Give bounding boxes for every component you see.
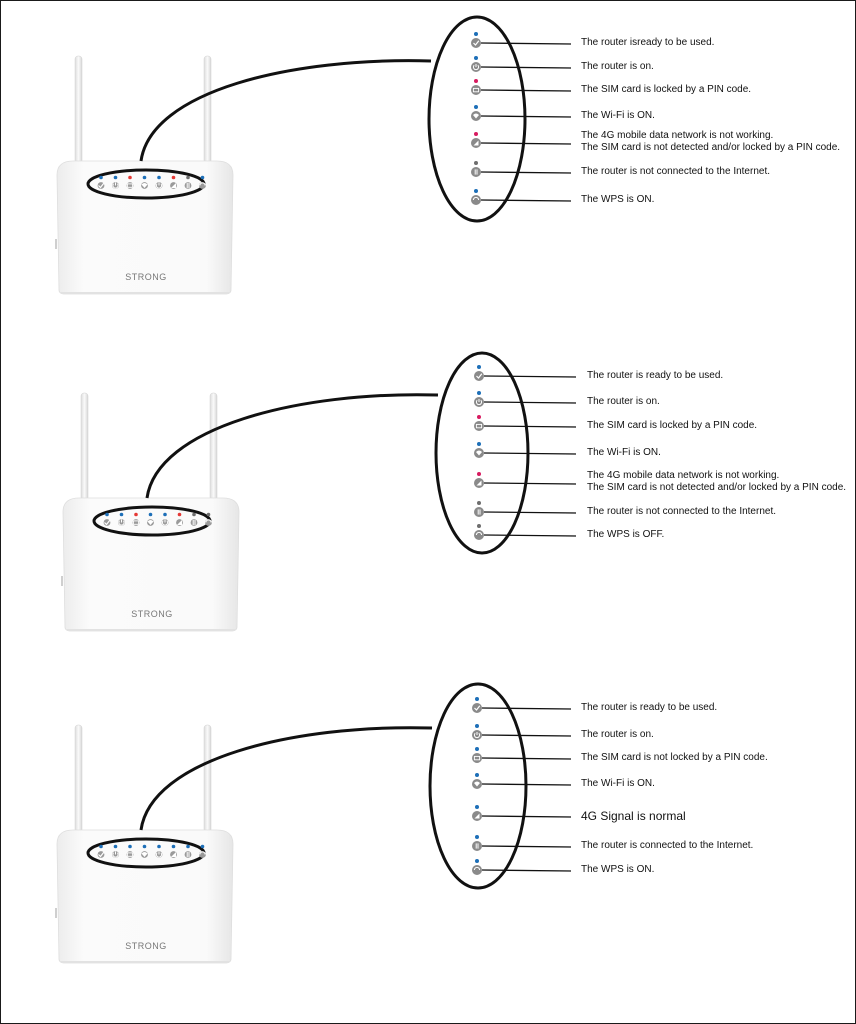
connector-curve [141, 728, 432, 830]
status-description [581, 840, 753, 852]
router-brand-text: STRONG [125, 272, 167, 282]
check-icon [471, 38, 481, 48]
router-led-dot [105, 513, 109, 517]
status-description-line: The router is ready to be used. [581, 702, 718, 713]
status-description [587, 420, 757, 432]
leader-line [481, 43, 571, 44]
status-description-line: The Wi-Fi is ON. [581, 110, 655, 121]
router-led-dot [178, 513, 182, 517]
sim-icon [471, 85, 481, 95]
legend-row [472, 859, 571, 875]
leader-line [482, 708, 571, 709]
antenna-left [75, 725, 82, 836]
status-description [587, 506, 776, 518]
panel-2 [61, 353, 576, 631]
check-icon [472, 703, 482, 713]
router-led-dot [172, 176, 176, 180]
router-base-shadow [61, 961, 229, 963]
router [61, 393, 239, 631]
status-led-dot [477, 501, 481, 505]
panel-1 [55, 17, 571, 294]
leader-line [482, 816, 571, 817]
router-led-dot [207, 513, 211, 517]
legend-row [474, 391, 576, 407]
router-side-port [55, 908, 57, 918]
status-description [581, 61, 654, 73]
status-description-line: The router is connected to the Internet. [581, 840, 754, 851]
status-description-line: The 4G mobile data network is not working. [581, 130, 774, 141]
status-led-dot [474, 161, 478, 165]
antenna-left [75, 56, 82, 167]
router-led-dot [114, 845, 118, 849]
leader-line [482, 758, 571, 759]
router-led-icon [185, 182, 192, 189]
router-side-port [55, 239, 57, 249]
leader-line [481, 90, 571, 91]
status-description-line: The SIM card is locked by a PIN code. [581, 84, 752, 95]
status-description-line: The WPS is OFF. [587, 529, 665, 540]
status-description-line: The router is on. [581, 61, 654, 72]
leader-line [481, 67, 571, 68]
internet-icon [471, 167, 481, 177]
status-description [581, 864, 654, 876]
leader-line [481, 172, 571, 173]
status-description-line: The WPS is ON. [581, 194, 655, 205]
status-description-line: The router is on. [587, 396, 660, 407]
status-led-dot [477, 365, 481, 369]
leader-line [484, 535, 576, 536]
legend-row [474, 365, 576, 381]
legend-row [472, 697, 571, 713]
status-description [581, 752, 768, 764]
legend-row [474, 524, 576, 540]
router [55, 56, 233, 294]
router-led-dot [99, 176, 103, 180]
status-description-line: The Wi-Fi is ON. [581, 778, 655, 789]
leader-line [481, 116, 571, 117]
status-led-dot [475, 773, 479, 777]
status-led-dot [477, 524, 481, 528]
router-led-dot [157, 176, 161, 180]
legend-row [471, 189, 571, 205]
antenna-right [204, 725, 211, 836]
status-description [587, 370, 723, 382]
status-description-line: The router is ready to be used. [587, 370, 724, 381]
status-description-line: The router isready to be used. [581, 37, 715, 48]
router-base-shadow [61, 292, 229, 294]
leader-line [484, 402, 576, 403]
leader-line [484, 512, 576, 513]
status-description-line: The router is on. [581, 729, 654, 740]
check-icon [474, 371, 484, 381]
status-description [587, 470, 846, 494]
status-led-dot [474, 132, 478, 136]
leader-line [484, 453, 576, 454]
status-description [587, 529, 664, 541]
legend-row [474, 501, 576, 517]
status-description [587, 447, 661, 459]
status-description-line: The SIM card is not detected and/or locked by a PIN code. [581, 142, 841, 153]
antenna-left [81, 393, 88, 504]
status-led-dot [475, 859, 479, 863]
status-description-line: The WPS is ON. [581, 864, 655, 875]
status-description-line: The SIM card is locked by a PIN code. [587, 420, 758, 431]
router-led-dot [143, 176, 147, 180]
status-description [581, 37, 714, 49]
status-description-line: The SIM card is not detected and/or locked by a PIN code. [587, 482, 847, 493]
router-led-dot [128, 176, 132, 180]
router-led-dot [120, 513, 124, 517]
status-description [587, 396, 660, 408]
internet-icon [474, 507, 484, 517]
wps-icon [471, 195, 481, 205]
legend-row [472, 805, 571, 821]
leader-line [484, 376, 576, 377]
status-description-line: The router is not connected to the Internet. [581, 166, 771, 177]
antenna-right [204, 56, 211, 167]
status-led-dot [475, 724, 479, 728]
status-description-line: The Wi-Fi is ON. [587, 447, 661, 458]
status-led-dot [474, 32, 478, 36]
status-description [581, 110, 655, 122]
leader-line [482, 870, 571, 871]
internet-icon [472, 841, 482, 851]
status-description [581, 166, 770, 178]
legend-row [471, 105, 571, 121]
leader-line [482, 784, 571, 785]
status-led-dot [474, 189, 478, 193]
sim-icon [474, 421, 484, 431]
status-led-dot [477, 442, 481, 446]
legend-row [471, 132, 571, 148]
panel-3 [55, 684, 571, 963]
leader-line [481, 143, 571, 144]
router-led-dot [128, 845, 132, 849]
router-brand-text: STRONG [125, 941, 167, 951]
status-description [581, 778, 655, 790]
wps-icon [474, 530, 484, 540]
router-side-port [61, 576, 63, 586]
status-led-dot [477, 472, 481, 476]
router-led-dot [163, 513, 167, 517]
router-led-dot [143, 845, 147, 849]
router-led-dot [149, 513, 153, 517]
status-led-dot [475, 747, 479, 751]
status-led-dot [474, 56, 478, 60]
legend-row [471, 32, 571, 48]
router-led-icon [185, 851, 192, 858]
status-led-dot [475, 835, 479, 839]
antenna-right [210, 393, 217, 504]
status-led-dot [477, 415, 481, 419]
legend-row [474, 442, 576, 458]
status-description [581, 729, 654, 741]
router-led-dot [157, 845, 161, 849]
leader-line [482, 735, 571, 736]
sim-icon [472, 753, 482, 763]
status-description-line: The router is not connected to the Internet. [587, 506, 777, 517]
status-led-dot [474, 79, 478, 83]
router-brand-text: STRONG [131, 609, 173, 619]
router-led-dot [201, 176, 205, 180]
router [55, 725, 233, 963]
router-led-dot [192, 513, 196, 517]
status-description-line: 4G Signal is normal [581, 809, 686, 823]
connector-curve [147, 395, 438, 498]
legend-row [471, 56, 571, 72]
router-led-dot [201, 845, 205, 849]
connector-curve [141, 61, 431, 161]
leader-line [482, 846, 571, 847]
wps-icon [472, 865, 482, 875]
router-led-icon [191, 519, 198, 526]
router-led-dot [114, 176, 118, 180]
status-led-dot [474, 105, 478, 109]
status-description [581, 84, 751, 96]
status-led-dot [475, 697, 479, 701]
router-led-dot [99, 845, 103, 849]
status-led-dot [477, 391, 481, 395]
leader-line [481, 200, 571, 201]
router-led-dot [172, 845, 176, 849]
status-description [581, 130, 840, 154]
legend-row [472, 773, 571, 789]
status-led-dot [475, 805, 479, 809]
legend-row [472, 835, 571, 851]
leader-line [484, 426, 576, 427]
router-base-shadow [67, 629, 235, 631]
status-description [581, 194, 654, 206]
status-description-line: The SIM card is not locked by a PIN code. [581, 752, 768, 763]
leader-line [484, 483, 576, 484]
status-description [581, 702, 717, 714]
router-led-dot [186, 176, 190, 180]
status-description [581, 809, 686, 823]
router-led-dot [186, 845, 190, 849]
router-led-dot [134, 513, 138, 517]
status-description-line: The 4G mobile data network is not working. [587, 470, 780, 481]
